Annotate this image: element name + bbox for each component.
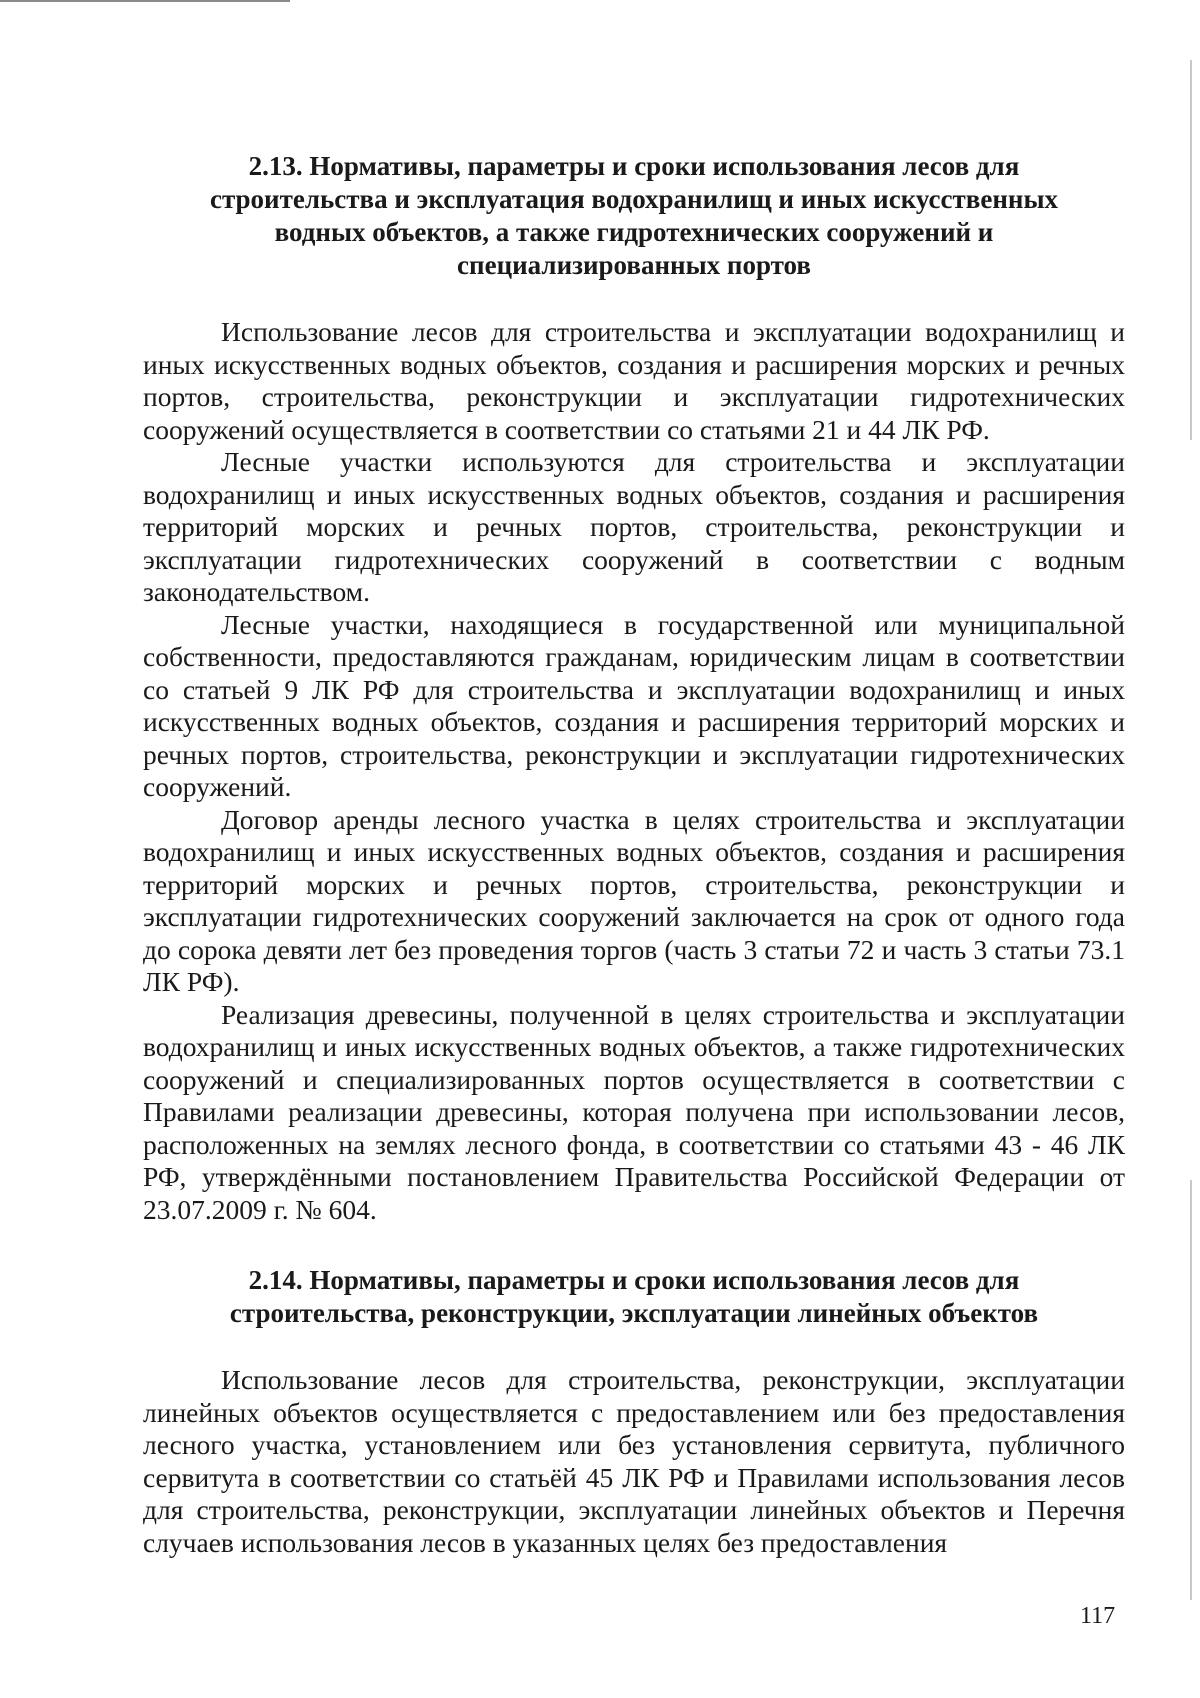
paragraph: Лесные участки, находящиеся в государственной или муниципальной собственности, предоставляются гражданам, юридическим лицам в соответствии со статьей 9 ЛК РФ для строительства и эксплуатации водохранилищ и иных искусственных водных объектов, создания и расширения территорий морских и речных портов, строительства, реконструкции и эксплуатации гидротехнических сооружений. xyxy=(143,608,1125,802)
document-page xyxy=(143,150,1125,1559)
section-2-14-heading xyxy=(143,1264,1125,1330)
section-2-13-body xyxy=(143,316,1125,1226)
paragraph: Договор аренды лесного участка в целях строительства и эксплуатации водохранилищ и иных искусственных водных объектов, создания и расширения территорий морских и речных портов, строительства, реконструкции и эксплуатации гидротехнических сооружений заключается на срок от одного года до сорока девяти лет без проведения торгов (часть 3 статьи 72 и часть 3 статьи 73.1 ЛК РФ). xyxy=(143,803,1125,997)
paragraph: Лесные участки используются для строительства и эксплуатации водохранилищ и иных искусственных водных объектов, создания и расширения территорий морских и речных портов, строительства, реконструкции и эксплуатации гидротехнических сооружений в соответствии с водным законодательством. xyxy=(143,446,1125,607)
heading-line: 2.13. Нормативы, параметры и сроки использования лесов для xyxy=(248,151,1020,181)
page-number: 117 xyxy=(1080,1603,1116,1629)
heading-line: водных объектов, а также гидротехнических сооружений и xyxy=(274,217,994,247)
section-2-13-heading xyxy=(143,150,1125,282)
heading-line: строительства, реконструкции, эксплуатации линейных объектов xyxy=(229,1298,1039,1328)
heading-line: специализированных портов xyxy=(457,250,811,280)
heading-line: строительства и эксплуатация водохранилищ и иных искусственных xyxy=(209,184,1059,214)
paragraph: Использование лесов для строительства и эксплуатации водохранилищ и иных искусственных водных объектов, создания и расширения морских и речных портов, строительства, реконструкции и эксплуатации гидротехнических сооружений осуществляется в соответствии со статьями 21 и 44 ЛК РФ. xyxy=(143,316,1125,445)
heading-line: 2.14. Нормативы, параметры и сроки использования лесов для xyxy=(248,1265,1020,1295)
paragraph: Использование лесов для строительства, реконструкции, эксплуатации линейных объектов осуществляется с предоставлением или без предоставления лесного участка, установлением или без установления сервитута, публичного сервитута в соответствии со статьёй 45 ЛК РФ и Правилами использования лесов для строительства, реконструкции, эксплуатации линейных объектов и Перечня случаев использования лесов в указанных целях без предоставления xyxy=(143,1364,1125,1558)
paragraph: Реализация древесины, полученной в целях строительства и эксплуатации водохранилищ и иных искусственных водных объектов, а также гидротехнических сооружений и специализированных портов осуществляется в соответствии с Правилами реализации древесины, которая получена при использовании лесов, расположенных на землях лесного фонда, в соответствии со статьями 43 - 46 ЛК РФ, утверждёнными постановлением Правительства Российской Федерации от 23.07.2009 г. № 604. xyxy=(143,998,1125,1225)
scan-margin-mark xyxy=(1190,60,1192,440)
section-2-14-body xyxy=(143,1364,1125,1559)
scan-margin-mark xyxy=(1190,1180,1192,1600)
scan-edge-line xyxy=(0,0,290,2)
